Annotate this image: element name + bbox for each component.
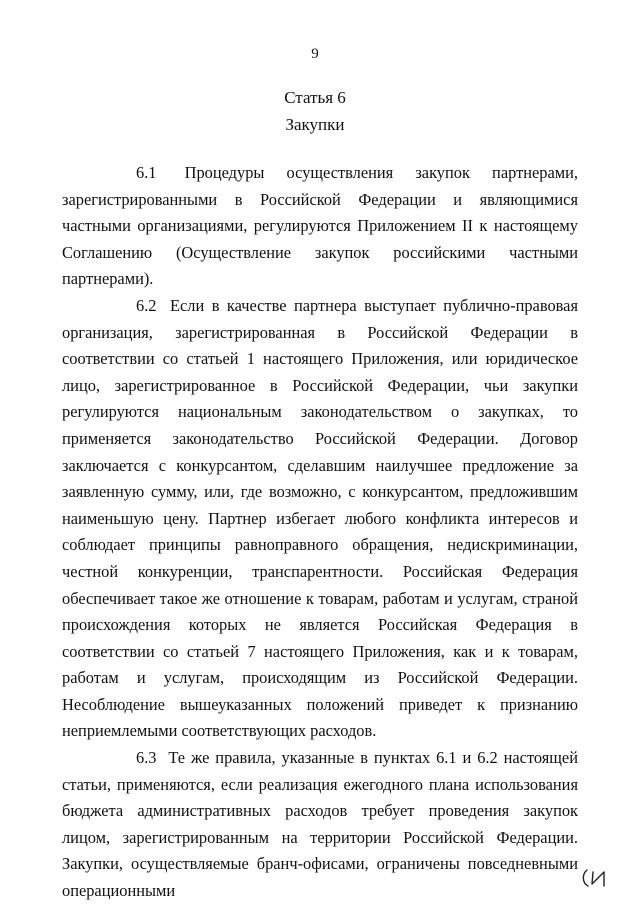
- paragraph-text: Процедуры осуществления закупок партнерами, зарегистрированными в Российской Федерации и являющимися частными организациями, регулируются Приложением II к настоящему Соглашению (Осуществление закупок российскими частными партнерами).: [62, 163, 578, 289]
- paragraph-number: 6.2: [136, 295, 157, 315]
- paragraph-number: 6.3: [136, 748, 157, 768]
- handwritten-initials-mark: [580, 867, 610, 889]
- paragraph-number: 6.1: [136, 163, 157, 182]
- article-number: Статья 6: [284, 88, 346, 107]
- article-body: [62, 160, 578, 905]
- paragraph-6-2: [62, 293, 578, 745]
- paragraph-text: Те же правила, указанные в пунктах 6.1 и 6.2 настоящей статьи, применяются, если реализация ежегодного плана использования бюджета административных расходов требует проведения закупок лицом, зарегистрированным на территории Российской Федерации. Закупки, осуществляемые бранч-офисами, ограничены повседневными операционными: [62, 748, 578, 901]
- article-title: Закупки: [285, 115, 345, 134]
- page-number: 9: [311, 46, 319, 62]
- paragraph-6-3: [62, 745, 578, 905]
- paragraph-6-1: [62, 160, 578, 293]
- paragraph-text: Если в качестве партнера выступает публично-правовая организация, зарегистрированная в Российской Федерации в соответствии со статьей 1 настоящего Приложения, или юридическое лицо, зарегистрированное в Российской Федерации, чьи закупки регулируются национальным законодательством о закупках, то применяется законодательство Российской Федерации. Договор заключается с конкурсантом, сделавшим наилучшее предложение за заявленную сумму, или, где возможно, с конкурсантом, предложившим наименьшую цену. Партнер избегает любого конфликта интересов и соблюдает принципы равноправного обращения, недискриминации, честной конкуренции, транспарентности. Российская Федерация обеспечивает такое же отношение к товарам, работам и услугам, страной происхождения которых не является Российская Федерация в соответствии со статьей 7 настоящего Приложения, как и к товарам, работам и услугам, происходящим из Российской Федерации. Несоблюдение вышеуказанных положений приведет к признанию неприемлемыми соответствующих расходов.: [62, 295, 578, 741]
